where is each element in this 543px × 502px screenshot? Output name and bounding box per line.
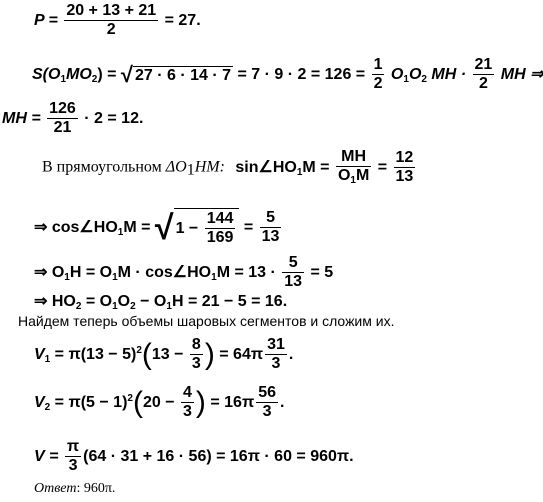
- answer-value: : 960π.: [76, 481, 116, 496]
- heron-root: √ 27 · 6 · 14 · 7: [120, 61, 232, 87]
- p-lhs: P =: [34, 12, 63, 30]
- p-fraction: $\frac{20 + 13 + 21}{2}$: [66, 2, 157, 39]
- answer-label: Ответ: [34, 481, 77, 496]
- total-volume-line: V = $\frac{\pi}{3}$ (64 · 31 + 16 · 56) = 16π · 60 = 960π.: [34, 438, 354, 475]
- perimeter-line: P = $\frac{20 + 13 + 21}{2}$ = 27.: [34, 2, 201, 39]
- cos-root: √ 1 − $\frac{144}{169}$: [155, 208, 240, 248]
- answer-line: [34, 482, 115, 496]
- o1h-line: ⇒ $O_1H = O_1M$ · $\cos\angle HO_1M = 13$ · $\frac{5}{13}$ = 5: [34, 254, 334, 291]
- v2-line: $V_2 = \pi(5 - 1)^2(20$ − $\frac{4}{3}$ ) = 16π $\frac{56}{3}$ .: [34, 384, 285, 421]
- right-triangle-line: В прямоугольном $\Delta O_1HM$: $\sin\angle HO_1M$ = $\frac{MH}{O_1M}$ = $\frac{12}{13}$: [42, 148, 414, 187]
- v1-line: $V_1 = \pi(13 - 5)^2(13$ − $\frac{8}{3}$ ) = 64π $\frac{31}{3}$ .: [34, 336, 294, 373]
- volumes-intro: Найдем теперь объемы шаровых сегментов и сложим их.: [18, 313, 395, 329]
- ho2-line: ⇒ $HO_2 = O_1O_2 - O_1H = 21 - 5 = 16$.: [34, 293, 288, 312]
- cos-line: ⇒ $\cos\angle HO_1M$ = √ 1 − $\frac{144}{169}$ = $\frac{5}{13}$: [34, 208, 280, 247]
- area-line: $S(O_1MO_2)$ = √ 27 · 6 · 14 · 7 = 7 · 9 · 2 = 126 = $\frac{1}{2}$ $O_1O_2$ MH · $\frac{21}{2}$ MH ⇒: [32, 56, 543, 93]
- mh-line: MH = $\frac{126}{21}$ · 2 = 12.: [2, 100, 144, 137]
